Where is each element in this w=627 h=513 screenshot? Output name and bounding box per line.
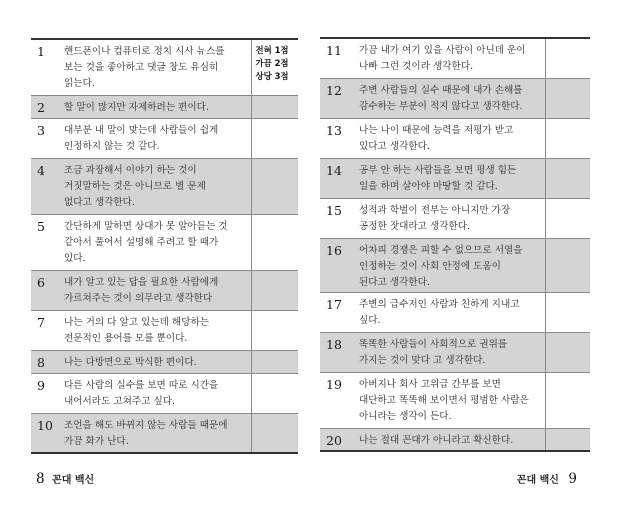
question-row — [31, 350, 298, 373]
answer-cell[interactable] — [545, 78, 590, 118]
question-text — [62, 373, 251, 413]
questionnaire-table-left — [31, 38, 298, 454]
answer-cell[interactable] — [251, 95, 298, 118]
question-text-line: 조금 과장해서 이야기 하는 것이 — [64, 164, 197, 176]
question-text-line: 핸드폰이나 컴퓨터로 정치 시사 뉴스를 — [64, 46, 225, 57]
score-legend-item: 가끔 2점 — [255, 58, 289, 68]
question-number: 20 — [320, 428, 357, 451]
question-number: 1 — [31, 39, 62, 95]
question-text — [357, 292, 545, 332]
question-text-line: 감수하는 부분이 적지 않다고 생각한다. — [359, 100, 523, 112]
question-text — [62, 413, 251, 453]
question-text-line: 있다고 생각한다. — [359, 140, 430, 152]
question-text-line: 인정하는 것이 사회 안정에 도움이 — [359, 260, 501, 272]
question-text-line: 없다고 생각한다. — [64, 196, 135, 208]
page-number: 9 — [568, 471, 577, 487]
question-text — [62, 158, 251, 214]
question-text-line: 주변의 급수저인 사람과 친하게 지내고 — [359, 298, 520, 310]
question-text-line: 내어서라도 고쳐주고 싶다. — [64, 395, 176, 407]
answer-cell[interactable] — [251, 270, 298, 310]
score-legend — [252, 40, 299, 83]
question-text-line: 대단하고 똑똑해 보이면서 평범한 사람은 — [359, 394, 529, 406]
questionnaire-table-right — [320, 37, 590, 452]
question-row — [320, 198, 590, 238]
book-title: 꼰대 백신 — [52, 475, 95, 486]
question-number: 15 — [320, 198, 357, 238]
score-legend-item: 전혀 1점 — [255, 45, 289, 55]
question-text-line: 할 말이 많지만 자제하려는 편이다. — [64, 101, 209, 113]
question-text-line: 나빠 그런 것이라 생각한다. — [359, 61, 474, 72]
question-row — [320, 238, 590, 292]
question-number: 2 — [31, 95, 62, 118]
question-row — [320, 78, 590, 118]
question-row — [320, 332, 590, 372]
question-text-line: 어차피 경쟁은 피할 수 없으므로 서열을 — [359, 244, 523, 256]
question-text — [357, 332, 545, 372]
question-number: 18 — [320, 332, 357, 372]
question-text-line: 나는 절대 꼰대가 아니라고 확신한다. — [359, 434, 514, 446]
answer-cell[interactable] — [545, 198, 590, 238]
question-number: 9 — [31, 373, 62, 413]
question-row — [31, 118, 298, 158]
question-number: 14 — [320, 158, 357, 198]
question-text — [62, 270, 251, 310]
question-text-line: 가끔 내가 여기 있을 사람이 아닌데 운이 — [359, 45, 526, 56]
question-text-line: 나는 거의 다 알고 있는데 해당하는 — [64, 316, 209, 328]
answer-cell[interactable] — [251, 373, 298, 413]
score-legend-item: 상당 3점 — [255, 71, 289, 81]
question-text-line: 대부분 내 말이 맞는데 사람들이 쉽게 — [64, 124, 219, 136]
question-text-line: 읽는다. — [64, 78, 95, 89]
question-number: 8 — [31, 350, 62, 373]
question-text-line: 조언을 해도 바뀌지 않는 사람들 때문에 — [64, 419, 228, 431]
question-row — [320, 428, 590, 451]
answer-cell[interactable] — [545, 238, 590, 292]
question-text — [357, 238, 545, 292]
answer-cell[interactable] — [251, 350, 298, 373]
answer-cell[interactable] — [545, 118, 590, 158]
question-number: 17 — [320, 292, 357, 332]
question-text-line: 다른 사람의 실수를 보면 따로 시간을 — [64, 379, 219, 391]
question-text — [62, 350, 251, 373]
question-text-line: 보는 것을 좋아하고 댓글 창도 유심히 — [64, 62, 219, 73]
answer-cell[interactable] — [251, 413, 298, 453]
question-row — [31, 39, 298, 95]
question-text-line: 가끔 화가 난다. — [64, 435, 129, 447]
question-text — [357, 158, 545, 198]
question-number: 6 — [31, 270, 62, 310]
question-text — [357, 372, 545, 428]
question-row — [320, 292, 590, 332]
answer-cell[interactable] — [545, 38, 590, 78]
question-text-line: 싶다. — [359, 314, 381, 326]
question-text — [357, 38, 545, 78]
question-text-line: 공부 안 하는 사람들을 보면 평생 힘든 — [359, 164, 517, 176]
question-text-line: 간단하게 말하면 상대가 못 알아듣는 것 — [64, 220, 228, 232]
question-number: 4 — [31, 158, 62, 214]
question-text — [62, 95, 251, 118]
question-text-line: 가지는 것이 맞다 고 생각한다. — [359, 354, 486, 366]
question-row — [31, 214, 298, 270]
question-text — [62, 310, 251, 350]
question-row — [320, 372, 590, 428]
question-text-line: 인정하지 않는 것 같다. — [64, 140, 160, 152]
question-number: 7 — [31, 310, 62, 350]
question-number: 11 — [320, 38, 357, 78]
question-text-line: 전문적인 용어를 모를 뿐이다. — [64, 332, 188, 344]
question-text — [357, 78, 545, 118]
question-text-line: 아버지나 회사 고위급 간부를 보면 — [359, 378, 501, 390]
question-text — [62, 118, 251, 158]
answer-cell[interactable] — [251, 310, 298, 350]
question-text-line: 주변 사람들의 실수 때문에 내가 손해를 — [359, 84, 523, 96]
question-text-line: 나는 다방면으로 박식한 편이다. — [64, 356, 197, 368]
question-text-line: 내가 알고 있는 답을 필요한 사람에게 — [64, 276, 219, 288]
question-text-line: 거짓말하는 것은 아니므로 별 문제 — [64, 180, 206, 192]
question-row — [31, 413, 298, 453]
question-text-line: 성적과 학벌이 전부는 아니지만 가장 — [359, 204, 511, 216]
question-number: 3 — [31, 118, 62, 158]
book-title: 꼰대 백신 — [516, 475, 559, 486]
question-text-line: 있다. — [64, 252, 86, 264]
question-text-line: 공정한 잣대라고 생각한다. — [359, 220, 471, 232]
answer-cell[interactable] — [545, 332, 590, 372]
answer-cell[interactable] — [251, 214, 298, 270]
question-text-line: 된다고 생각한다. — [359, 276, 430, 288]
question-row — [31, 270, 298, 310]
question-row — [31, 158, 298, 214]
question-text — [357, 428, 545, 451]
question-text — [357, 198, 545, 238]
answer-cell[interactable] — [545, 428, 590, 451]
footer-left — [36, 471, 94, 487]
question-number: 5 — [31, 214, 62, 270]
question-number: 12 — [320, 78, 357, 118]
question-text — [357, 118, 545, 158]
question-number: 19 — [320, 372, 357, 428]
question-row — [320, 158, 590, 198]
question-row — [31, 373, 298, 413]
answer-cell[interactable] — [251, 118, 298, 158]
answer-cell[interactable] — [545, 158, 590, 198]
question-row — [31, 95, 298, 118]
question-text-line: 가르쳐주는 것이 의무라고 생각한다 — [64, 292, 213, 304]
question-text-line: 같아서 풀어서 설명해 주려고 할 때가 — [64, 236, 219, 248]
question-row — [320, 38, 590, 78]
answer-cell[interactable] — [545, 372, 590, 428]
answer-cell[interactable] — [251, 39, 298, 95]
question-number: 13 — [320, 118, 357, 158]
question-row — [320, 118, 590, 158]
question-row — [31, 310, 298, 350]
question-text — [62, 39, 251, 95]
answer-cell[interactable] — [545, 292, 590, 332]
page-number: 8 — [36, 471, 45, 487]
question-number: 10 — [31, 413, 62, 453]
answer-cell[interactable] — [251, 158, 298, 214]
question-text-line: 아니라는 생각이 든다. — [359, 410, 452, 422]
question-number: 16 — [320, 238, 357, 292]
question-text — [62, 214, 251, 270]
question-text-line: 똑똑한 사람들이 사회적으로 권위를 — [359, 338, 508, 350]
question-text-line: 나는 나이 때문에 능력을 저평가 받고 — [359, 124, 514, 136]
footer-right — [517, 471, 577, 487]
question-text-line: 일을 하며 살아야 마땅할 것 같다. — [359, 180, 498, 192]
